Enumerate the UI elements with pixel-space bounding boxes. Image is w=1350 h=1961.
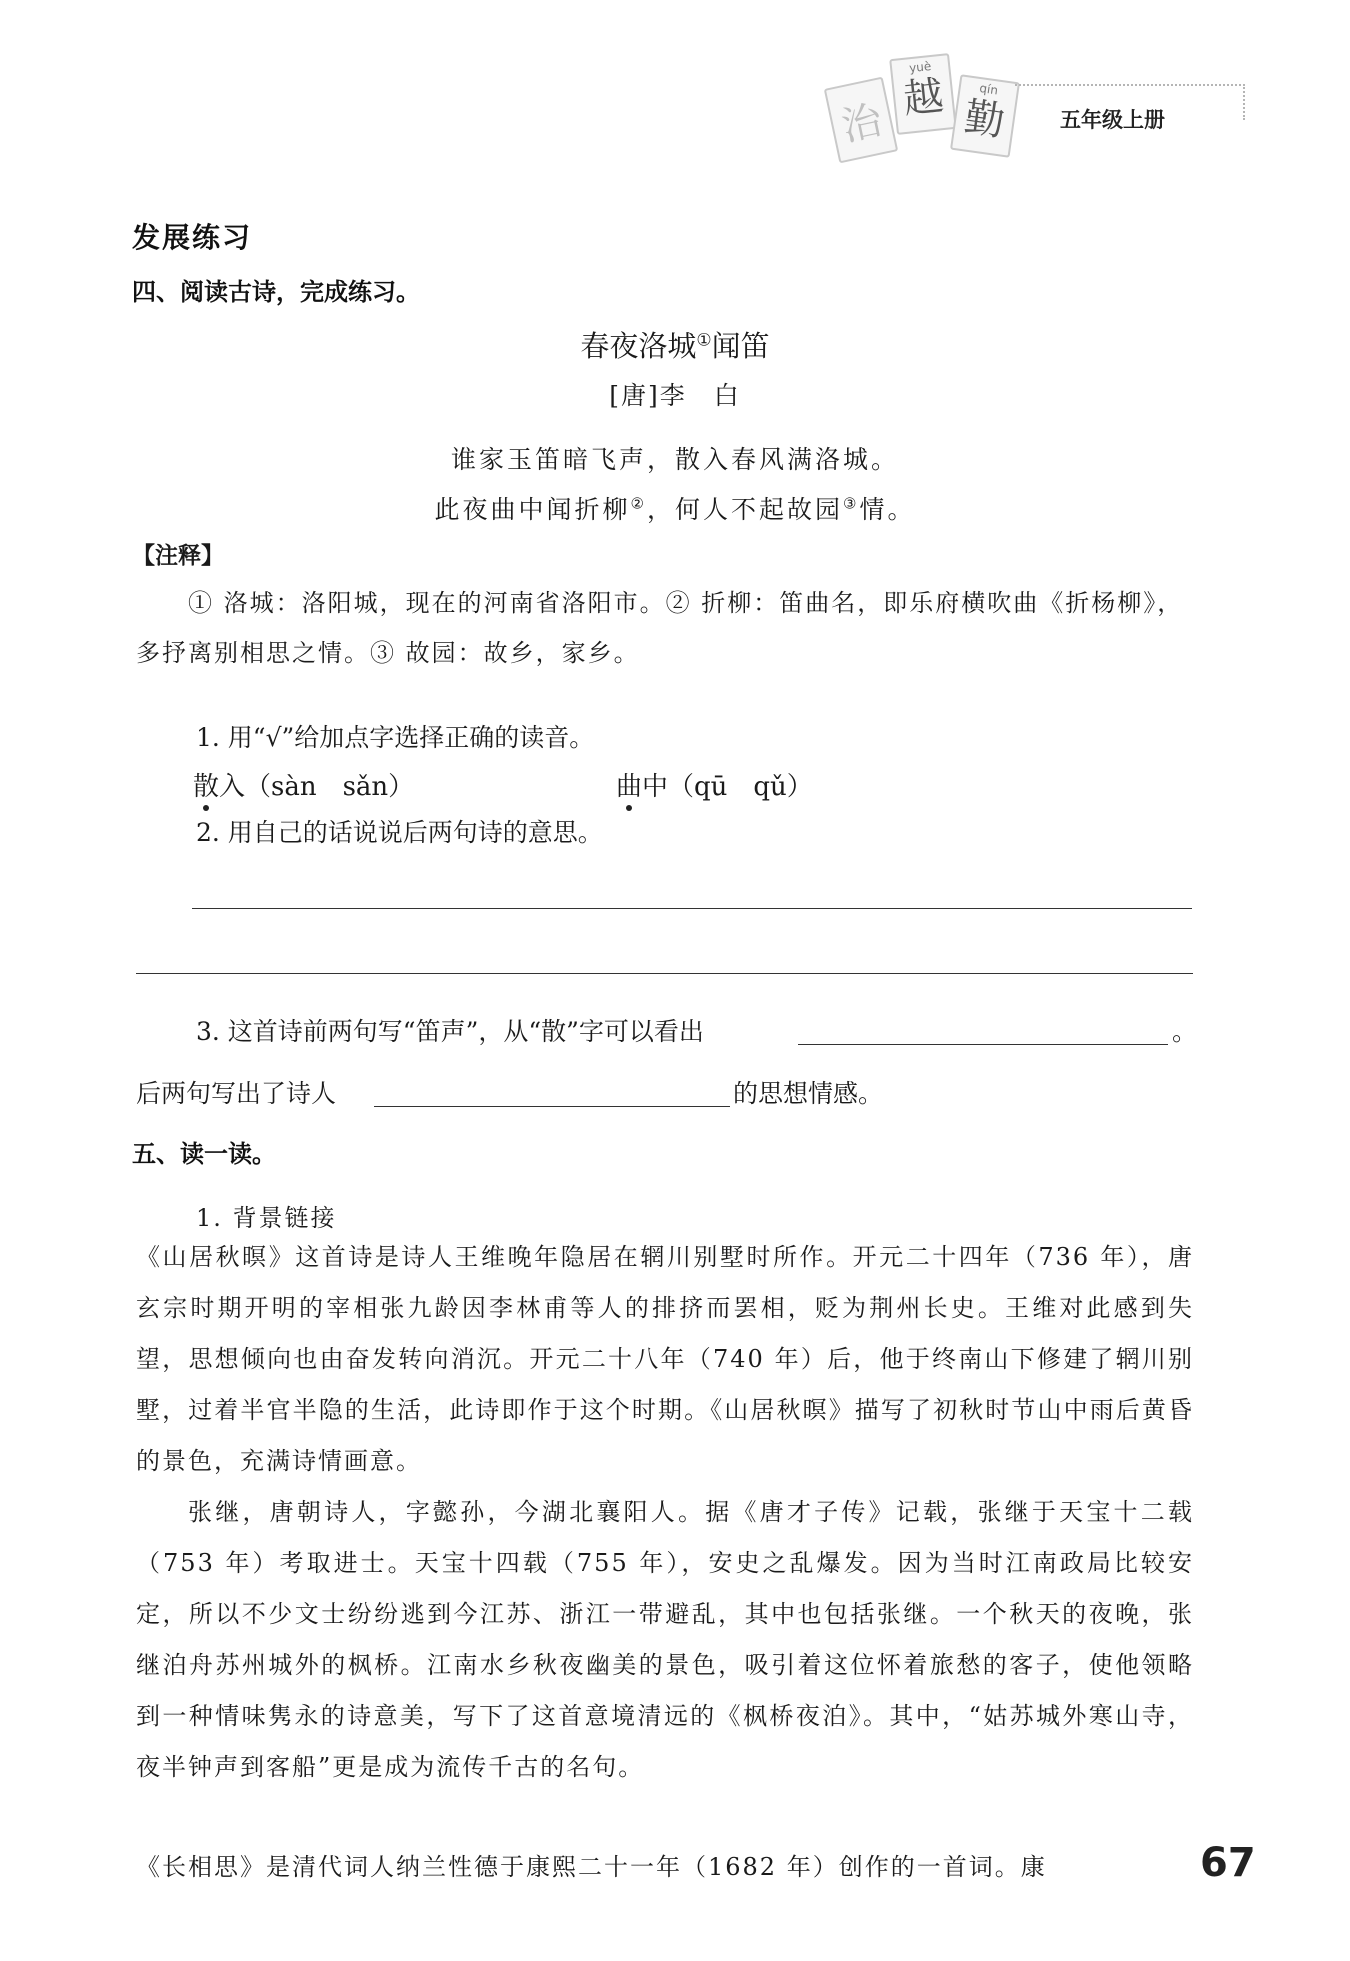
paragraph-nalan: 《长相思》是清代词人纳兰性德于康熙二十一年（1682 年）创作的一首词。康: [136, 1853, 1047, 1881]
poem-author: [唐]李 白: [609, 381, 741, 410]
grade-label: 五年级上册: [1052, 104, 1173, 134]
question-4-2: 2. 用自己的话说说后两句诗的意思。: [196, 818, 603, 847]
logo-card-3: [950, 74, 1020, 158]
logo-char-3: 勤: [961, 94, 1008, 146]
pronunciation-option-2: 曲中（qū qǔ）: [616, 772, 813, 802]
publisher-logo: [825, 42, 1030, 172]
logo-card-2: [889, 53, 957, 135]
emphasis-dot: [203, 805, 209, 811]
logo-pinyin-1: yuè: [908, 59, 932, 76]
background-link-heading: 1. 背景链接: [196, 1204, 337, 1232]
question-4-3-second-part: 后两句写出了诗人: [136, 1079, 337, 1108]
paragraph-zhang-ji: 张继，唐朝诗人，字懿孙，今湖北襄阳人。据《唐才子传》记载，张继于天宝十二载（753 年）考取进士。天宝十四载（755 年），安史之乱爆发。因为当时江南政局比较安定，所以不少文士纷纷逃到今江苏、浙江一带避乱，其中也包括张继。一个秋天的夜晚，张继泊舟苏州城外的枫桥。江南水乡秋夜幽美的景色，吸引着这位怀着旅愁的客子，使他领略到一种情味隽永的诗意美，写下了这首意境清远的《枫桥夜泊》。其中，“姑苏城外寒山寺，夜半钟声到客船”更是成为流传千古的名句。: [136, 1498, 1194, 1781]
answer-line-2[interactable]: [136, 973, 1193, 974]
question-4-3-period: 。: [1172, 1017, 1198, 1046]
poem-line-1: 谁家玉笛暗飞声，散入春风满洛城。: [450, 445, 899, 474]
logo-char-1: 治: [837, 97, 887, 151]
answer-blank-1[interactable]: [798, 1044, 1168, 1045]
poem-line-2: 此夜曲中闻折柳②，何人不起故园③情。: [434, 494, 916, 524]
emphasis-dot: [626, 805, 632, 811]
question-4-3: 3. 这首诗前两句写“笛声”，从“散”字可以看出: [196, 1017, 704, 1046]
question-4-heading: 四、阅读古诗，完成练习。: [132, 278, 420, 306]
question-4-3-ending: 的思想情感。: [733, 1079, 884, 1108]
logo-pinyin-2: qín: [978, 81, 999, 98]
pronunciation-option-1: 散入（sàn sǎn）: [193, 772, 415, 802]
notes-label: 【注释】: [132, 543, 224, 569]
answer-line-1[interactable]: [192, 908, 1192, 909]
poem-title: 春夜洛城①闻笛: [580, 329, 770, 363]
question-4-1: 1. 用“√”给加点字选择正确的读音。: [196, 723, 595, 752]
paragraph-wang-wei: 《山居秋暝》这首诗是诗人王维晚年隐居在辋川别墅时所作。开元二十四年（736 年），唐玄宗时期开明的宰相张九龄因李林甫等人的排挤而罢相，贬为荆州长史。王维对此感到失望，思想倾向也由奋发转向消沉。开元二十八年（740 年）后，他于终南山下修建了辋川别墅，过着半官半隐的生活，此诗即作于这个时期。《山居秋暝》描写了初秋时节山中雨后黄昏的景色，充满诗情画意。: [136, 1243, 1194, 1475]
question-5-heading: 五、读一读。: [132, 1140, 276, 1168]
logo-card-1: [824, 77, 898, 164]
logo-char-2: 越: [901, 73, 946, 123]
notes-body: ① 洛城：洛阳城，现在的河南省洛阳市。② 折柳：笛曲名，即乐府横吹曲《折杨柳》，多抒离别相思之情。③ 故园：故乡，家乡。: [136, 589, 1184, 667]
section-title: 发展练习: [132, 221, 253, 254]
page-number: 67: [1200, 1840, 1256, 1886]
answer-blank-2[interactable]: [374, 1106, 730, 1107]
